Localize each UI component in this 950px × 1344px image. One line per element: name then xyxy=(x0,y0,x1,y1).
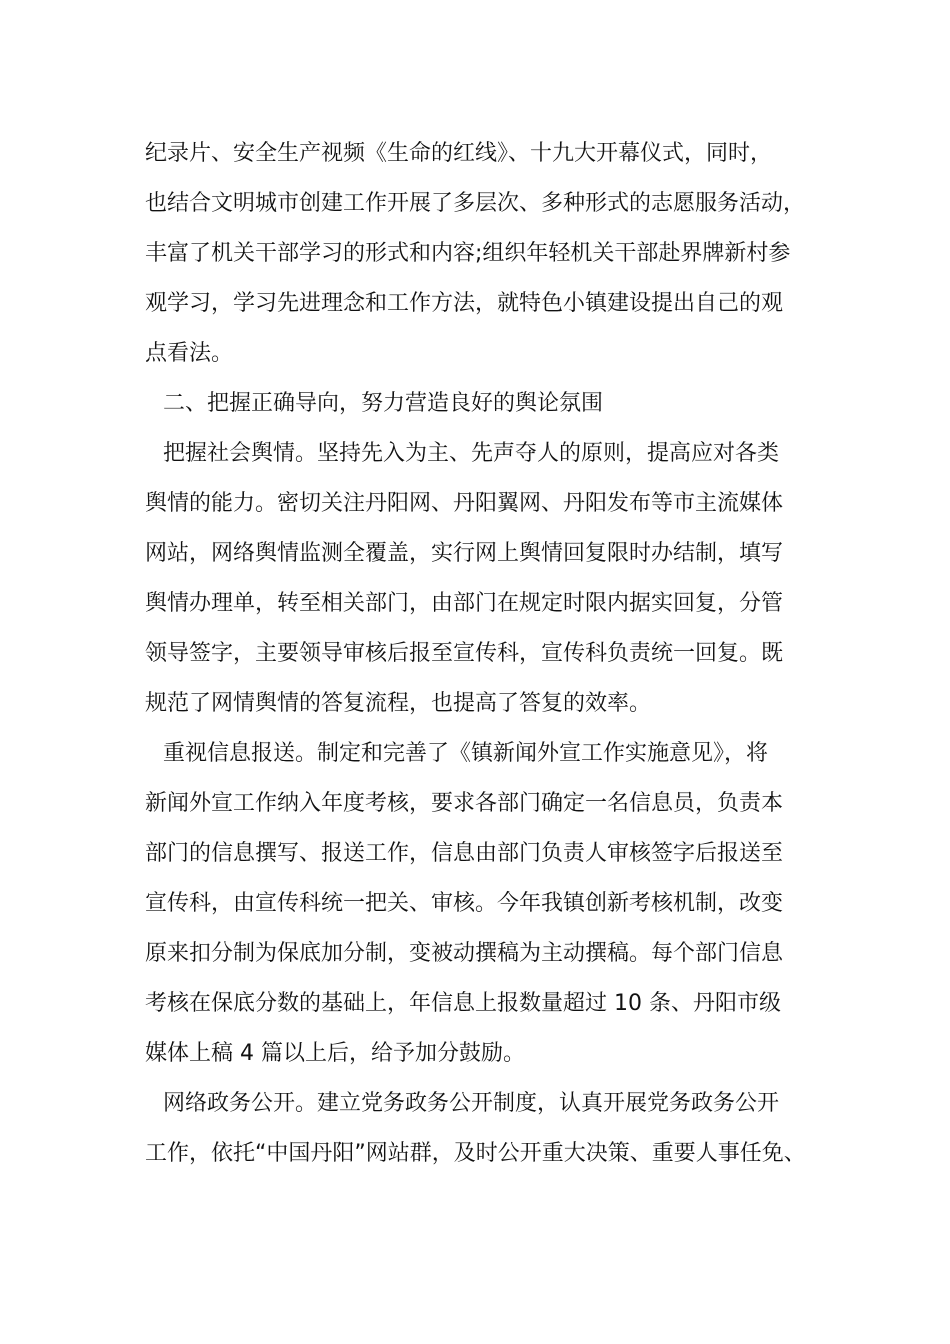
text-line: 也结合文明城市创建工作开展了多层次、多种形式的志愿服务活动， xyxy=(145,191,806,216)
text-line: 宣传科，由宣传科统一把关、审核。今年我镇创新考核机制，改变 xyxy=(145,891,784,916)
text-line: 点看法。 xyxy=(145,341,234,366)
text-line: 工作，依托“中国丹阳”网站群，及时公开重大决策、重要人事任免、 xyxy=(145,1141,806,1166)
text-line: 观学习，学习先进理念和工作方法，就特色小镇建设提出自己的观 xyxy=(145,291,784,316)
text-line: 网站，网络舆情监测全覆盖，实行网上舆情回复限时办结制，填写 xyxy=(145,541,784,566)
text-line: 原来扣分制为保底加分制，变被动撰稿为主动撰稿。每个部门信息 xyxy=(145,941,784,966)
text-line: 新闻外宣工作纳入年度考核，要求各部门确定一名信息员，负责本 xyxy=(145,791,784,816)
document-body xyxy=(145,129,810,1179)
text-line: 领导签字，主要领导审核后报至宣传科，宣传科负责统一回复。既 xyxy=(145,641,784,666)
text-line: 舆情办理单，转至相关部门，由部门在规定时限内据实回复，分管 xyxy=(145,591,784,616)
section-heading: 二、把握正确导向，努力营造良好的舆论氛围 xyxy=(163,391,604,416)
text-line: 媒体上稿 4 篇以上后，给予加分鼓励。 xyxy=(145,1041,525,1066)
text-line: 丰富了机关干部学习的形式和内容;组织年轻机关干部赴界牌新村参 xyxy=(145,241,791,266)
paragraph-start: 把握社会舆情。坚持先入为主、先声夺人的原则，提高应对各类 xyxy=(163,441,780,466)
text-line: 舆情的能力。密切关注丹阳网、丹阳翼网、丹阳发布等市主流媒体 xyxy=(145,491,784,516)
text-line: 部门的信息撰写、报送工作，信息由部门负责人审核签字后报送至 xyxy=(145,841,784,866)
paragraph-start: 网络政务公开。建立党务政务公开制度，认真开展党务政务公开 xyxy=(163,1091,780,1116)
text-line: 规范了网情舆情的答复流程，也提高了答复的效率。 xyxy=(145,691,652,716)
text-line: 纪录片、安全生产视频《生命的红线》、十九大开幕仪式，同时， xyxy=(145,141,773,166)
text-line: 考核在保底分数的基础上，年信息上报数量超过 10 条、丹阳市级 xyxy=(145,991,781,1016)
paragraph-start: 重视信息报送。制定和完善了《镇新闻外宣工作实施意见》，将 xyxy=(163,741,769,766)
